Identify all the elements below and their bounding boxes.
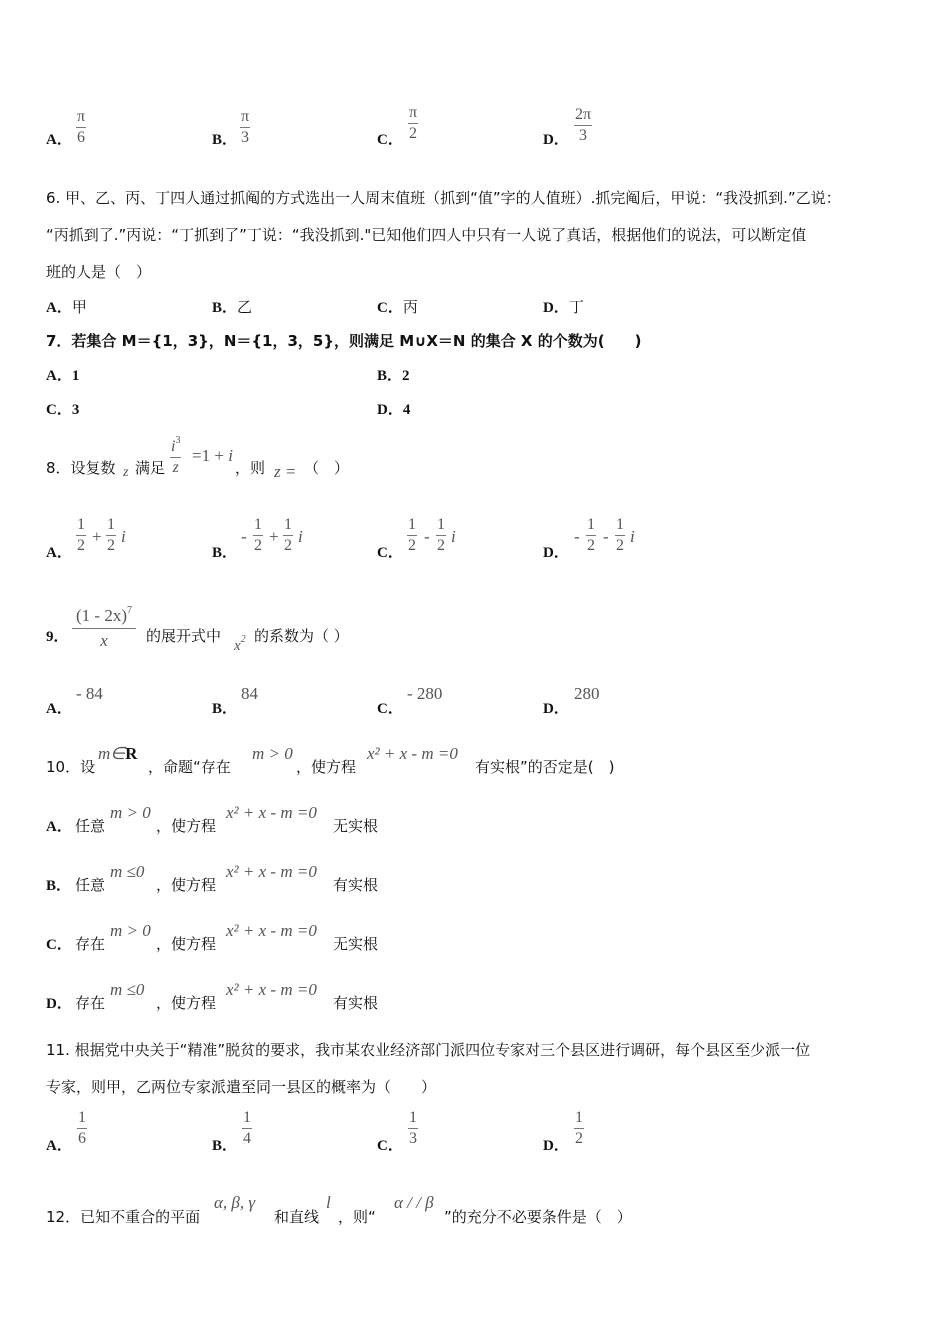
q5-option-d-label: D． (543, 132, 569, 148)
q12-mid-1: 和直线 (274, 1208, 320, 1226)
q11-option-c-fraction: $\frac{1}{3}$ (409, 1109, 417, 1147)
q8-condition-fraction: $\frac{i^3}{z}$ (170, 432, 181, 477)
q8-equals: =1 + i (192, 446, 233, 465)
q6-option-d: D．丁 (543, 298, 584, 316)
q10-suffix: 有实根”的否定是( ) (475, 758, 615, 776)
q9-term: $x^2$ (234, 634, 246, 654)
q6-option-a: A．甲 (46, 298, 87, 316)
q7-option-b: B．2 (377, 368, 410, 384)
q9-option-d-value: 280 (574, 684, 600, 703)
q10-equation: x² + x - m =0 (367, 744, 458, 763)
q9-option-d-label: D． (543, 701, 569, 717)
q10-mid-2: ，使方程 (296, 758, 357, 776)
q6-option-c: C．丙 (377, 298, 418, 316)
q11-stem-line-1: 11. 根据党中央关于“精准”脱贫的要求，我市某农业经济部门派四位专家对三个县区进行调研，每个县区至少派一位 (46, 1041, 811, 1059)
q5-option-d-fraction: $\frac{2\pi}{3}$ (575, 106, 592, 144)
q10-mid-1: ，命题“存在 (148, 758, 231, 776)
q7-option-d: D．4 (377, 402, 411, 418)
q5-option-b-label: B． (212, 132, 238, 148)
q12-planes: α, β, γ (214, 1193, 256, 1212)
q6-option-b: B．乙 (212, 298, 253, 316)
q6-stem-line-1: 6. 甲、乙、丙、丁四人通过抓阄的方式选出一人周末值班（抓到“值”字的人值班）.抓完阄后，甲说：“我没抓到.”乙说： (46, 189, 841, 207)
q7-option-c: C．3 (46, 402, 80, 418)
q11-option-b-fraction: $\frac{1}{4}$ (243, 1109, 251, 1147)
q5-option-c-label: C． (377, 132, 403, 148)
q11-option-b-label: B． (212, 1138, 238, 1154)
q7-option-a: A．1 (46, 368, 80, 384)
q10-m-in-r: m∈R (98, 744, 138, 763)
q5-option-c-fraction: $\frac{\pi}{2}$ (409, 104, 418, 142)
q6-stem-line-2: “丙抓到了.”丙说：“丁抓到了”丁说：“我没抓到."已知他们四人中只有一人说了真话，根据他们的说法，可以断定值 (46, 226, 807, 244)
q9-option-a-label: A． (46, 701, 72, 717)
q5-option-a-label: A． (46, 132, 72, 148)
q8-mid: 满足 (135, 459, 166, 477)
q12-prefix: 12．已知不重合的平面 (46, 1208, 201, 1226)
q9-expression-fraction: $\frac{(1 - 2x)^7}{x}$ (72, 600, 136, 652)
q5-option-b-fraction: $\frac{\pi}{3}$ (241, 108, 250, 146)
q11-option-d-label: D． (543, 1138, 569, 1154)
q9-option-b-label: B． (212, 701, 238, 717)
q9-mid: 的展开式中 (146, 627, 222, 645)
q11-option-a-label: A． (46, 1138, 72, 1154)
q12-relation: α / / β (394, 1193, 434, 1212)
q9-option-b-value: 84 (241, 684, 258, 703)
q5-option-a-fraction: $\frac{\pi}{6}$ (77, 108, 86, 146)
q8-prefix: 8．设复数 (46, 459, 116, 477)
q12-line-l: l (326, 1193, 331, 1212)
q11-option-a-fraction: $\frac{1}{6}$ (78, 1109, 86, 1147)
q7-stem: 7．若集合 M＝{1，3}，N＝{1，3，5}，则满足 M∪X＝N 的集合 X 的个数为( ) (46, 332, 642, 350)
q9-prefix: 9． (46, 629, 69, 645)
q8-blank: （ ） (304, 459, 350, 477)
q11-option-d-fraction: $\frac{1}{2}$ (575, 1109, 583, 1147)
q10-prefix: 10．设 (46, 758, 96, 776)
q11-option-c-label: C． (377, 1138, 403, 1154)
q11-stem-line-2: 专家，则甲，乙两位专家派遣至同一县区的概率为（ ） (46, 1078, 437, 1096)
q9-option-c-label: C． (377, 701, 403, 717)
q9-option-a-value: - 84 (76, 684, 103, 703)
q6-stem-line-3: 班的人是（ ） (46, 263, 152, 281)
q12-mid-2: ，则“ (338, 1208, 376, 1226)
q9-option-c-value: - 280 (407, 684, 443, 703)
q8-then: ，则 (235, 459, 266, 477)
q8-z-equals: z = (274, 462, 297, 481)
q12-suffix: ”的充分不必要条件是（ ） (444, 1208, 632, 1226)
q10-condition: m > 0 (252, 744, 293, 763)
q8-var-z: z (123, 465, 129, 480)
q9-suffix: 的系数为（ ） (254, 627, 349, 645)
